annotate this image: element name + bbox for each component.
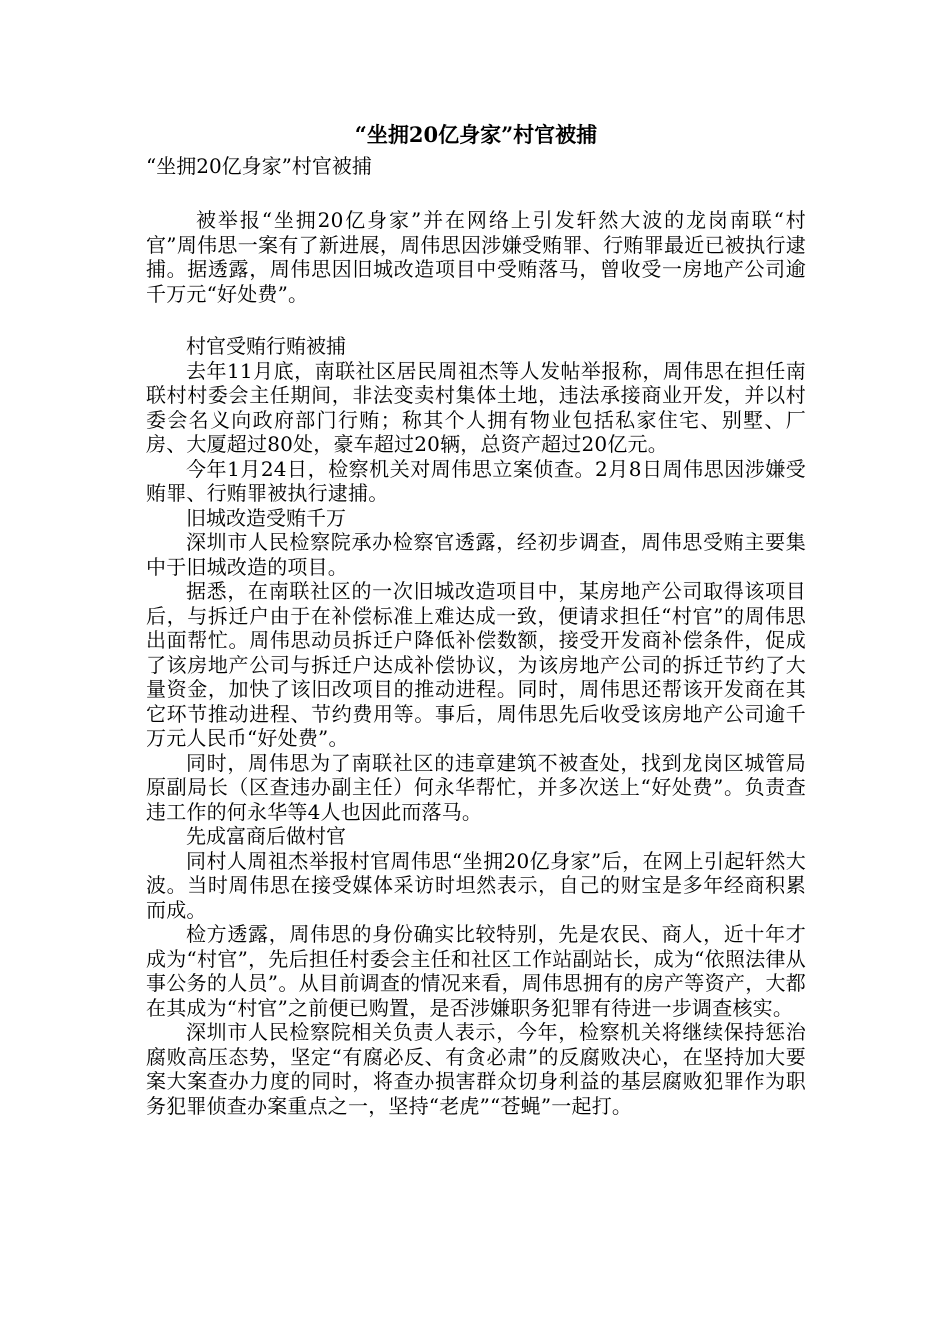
paragraph: 深圳市人民检察院承办检察官透露，经初步调查，周伟思受贿主要集中于旧城改造的项目。 (146, 530, 806, 579)
paragraph: 同村人周祖杰举报村官周伟思“坐拥20亿身家”后，在网上引起轩然大波。当时周伟思在接受媒体采访时坦然表示，自己的财宝是多年经商积累而成。 (146, 848, 806, 922)
document-title: “坐拥20亿身家”村官被捕 (354, 122, 598, 147)
section-heading-background: 先成富商后做村官 (186, 824, 346, 848)
paragraph: 今年1月24日，检察机关对周伟思立案侦查。2月8日周伟思因涉嫌受贿罪、行贿罪被执行逮捕。 (146, 456, 806, 505)
spacer (146, 180, 806, 208)
paragraph: 同时，周伟思为了南联社区的违章建筑不被查处，找到龙岗区城管局原副局长（区查违办副主任）何永华帮忙，并多次送上“好处费”。负责查违工作的何永华等4人也因此而落马。 (146, 750, 806, 824)
document-subtitle: “坐拥20亿身家”村官被捕 (146, 154, 372, 178)
section-heading-bribery: 旧城改造受贿千万 (186, 505, 346, 530)
paragraph: 去年11月底，南联社区居民周祖杰等人发帖举报称，周伟思在担任南联村村委会主任期间，非法变卖村集体土地，违法承接商业开发，并以村委会名义向政府部门行贿；称其个人拥有物业包括私家住宅、别墅、厂房、大厦超过80处，豪车超过20辆，总资产超过20亿元。 (146, 358, 806, 456)
paragraph: 检方透露，周伟思的身份确实比较特别，先是农民、商人，近十年才成为“村官”，先后担任村委会主任和社区工作站副站长，成为“依照法律从事公务的人员”。从目前调查的情况来看，周伟思拥有的房产等资产，大都在其成为“村官”之前便已购置，是否涉嫌职务犯罪有待进一步调查核实。 (146, 922, 806, 1020)
section-heading-arrest: 村官受贿行贿被捕 (186, 334, 346, 358)
document-page (146, 118, 806, 1118)
paragraph: 据悉，在南联社区的一次旧城改造项目中，某房地产公司取得该项目后，与拆迁户由于在补偿标准上难达成一致，便请求担任“村官”的周伟思出面帮忙。周伟思动员拆迁户降低补偿数额，接受开发商补偿条件，促成了该房地产公司与拆迁户达成补偿协议，为该房地产公司的拆迁节约了大量资金，加快了该旧改项目的推动进程。同时，周伟思还帮该开发商在其它环节推动进程、节约费用等。事后，周伟思先后收受该房地产公司逾千万元人民币“好处费”。 (146, 579, 806, 750)
spacer (146, 306, 806, 334)
paragraph: 深圳市人民检察院相关负责人表示，今年，检察机关将继续保持惩治腐败高压态势，坚定“有腐必反、有贪必肃”的反腐败决心，在坚持加大要案大案查办力度的同时，将查办损害群众切身利益的基层腐败犯罪作为职务犯罪侦查办案重点之一，坚持“老虎”“苍蝇”一起打。 (146, 1020, 806, 1118)
lead-paragraph: 被举报“坐拥20亿身家”并在网络上引发轩然大波的龙岗南联“村官”周伟思一案有了新进展，周伟思因涉嫌受贿罪、行贿罪最近已被执行逮捕。据透露，周伟思因旧城改造项目中受贿落马，曾收受一房地产公司逾千万元“好处费”。 (146, 208, 806, 306)
